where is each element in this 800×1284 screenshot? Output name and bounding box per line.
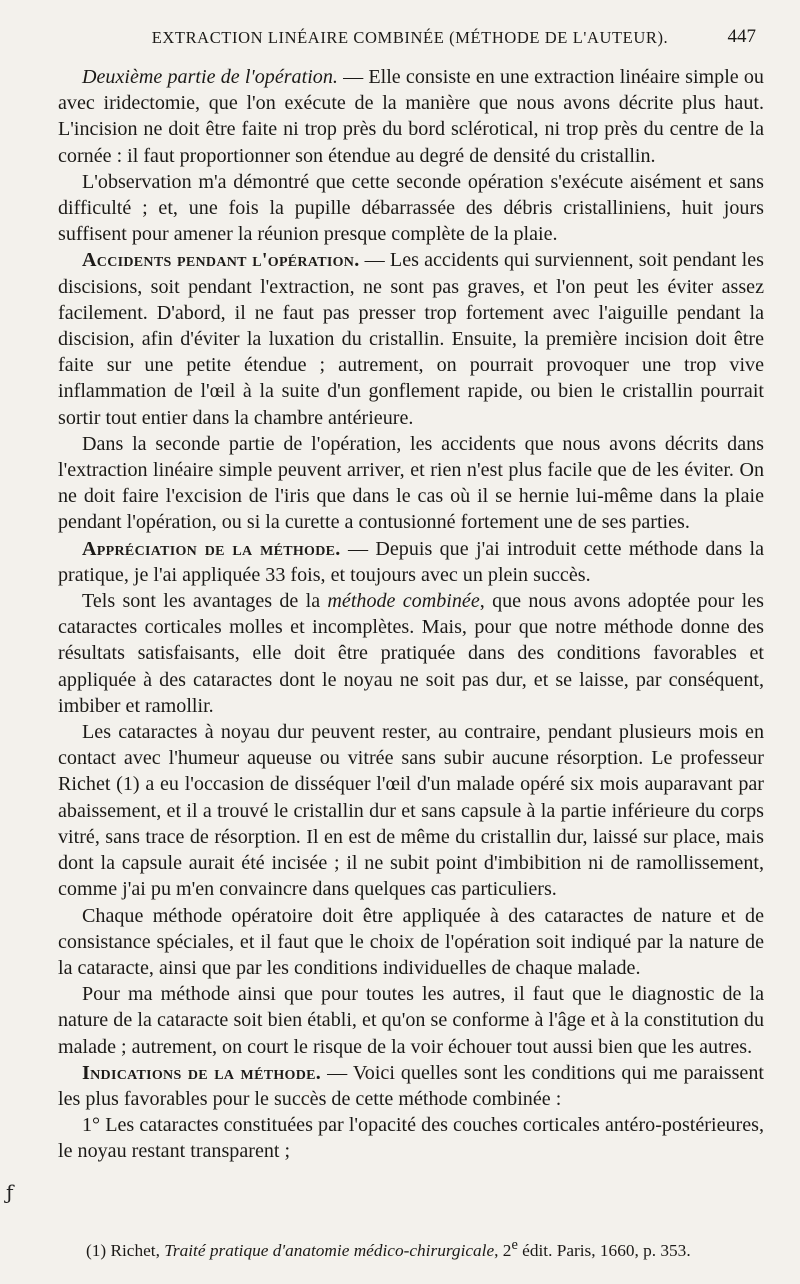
paragraph-text: — Voici quelles sont les conditions qui me paraissent les plus favorables pour le succès de cette méthode combinée :	[58, 1061, 764, 1110]
paragraph-italic: méthode combinée	[327, 590, 480, 613]
paragraph-appreciation	[58, 536, 764, 588]
paragraph-text: L'observation m'a démontré que cette seconde opération s'exécute aisément et sans difficulté ; et, une fois la pupille débarrassée des débris cristalliniens, huit jours suffisent pour amener la réunion presque complète de la plaie.	[58, 170, 764, 246]
paragraph-text: Pour ma méthode ainsi que pour toutes les autres, il faut que le diagnostic de la nature de la cataracte soit bien établi, et qu'on se conforme à l'âge et à la constitution du malade ; autrement, on court le risque de la voir échouer tout aussi bien que les autres.	[58, 983, 764, 1058]
paragraph-text: Tels sont les avantages de la	[82, 590, 328, 613]
page-header	[60, 28, 760, 52]
footnote-edition-suffix: e	[511, 1237, 518, 1253]
footnote	[86, 1234, 766, 1262]
paragraph-lead: Deuxième partie de l'opération.	[82, 66, 338, 88]
list-item	[58, 1112, 764, 1164]
paragraph-text: , que nous avons adoptée pour les cataractes corticales molles et incomplètes. Mais, pour que notre méthode donne des résultats satisfaisants, elle doit être pratiquée dans des conditions favorables et appliquée à des cataractes dont le noyau ne soit pas dur, et se laisse, par conséquent, imbiber et ramollir.	[58, 590, 764, 717]
paragraph-observation	[58, 169, 764, 248]
paragraph-avantages	[58, 588, 764, 719]
paragraph-text: Les cataractes à noyau dur peuvent rester, au contraire, pendant plusieurs mois en contact avec l'humeur aqueuse ou vitrée sans subir aucune résorption. Le professeur Richet (1) a eu l'occasion de disséquer l'œil d'un malade opéré six mois auparavant par abaissement, et il a trouvé le cristallin dur et sans capsule à la partie inférieure du corps vitré, sans trace de résorption. Il en est de même du cristallin dur, laissé sur place, mais dont la capsule aurait été incisée ; il ne subit point d'imbibition ni de ramollissement, comme j'ai pu m'en convaincre dans quelques cas particuliers.	[58, 721, 764, 901]
paragraph-text: — Les accidents qui surviennent, soit pendant les discisions, soit pendant l'extraction, ne sont pas graves, et l'on peut les éviter assez facilement. D'abord, il ne faut pas presser trop fortement avec l'aiguille pendant la discision, afin d'éviter la luxation du cristallin. Ensuite, la première incision doit être faite sur une petite étendue ; autrement, on pourrait provoquer une trop vive inflammation de l'œil à la suite d'un gonflement rapide, ou bien le cristallin pourrait sortir tout entier dans la chambre antérieure.	[58, 249, 764, 429]
paragraph-chaque-methode	[58, 903, 764, 982]
body-text	[58, 64, 764, 1165]
section-heading: Accidents pendant l'opération.	[82, 249, 360, 272]
margin-mark: ƒ	[6, 1180, 14, 1204]
paragraph-seconde-partie	[58, 431, 764, 536]
footnote-prefix: (1) Richet,	[86, 1240, 165, 1260]
footnote-edition: , 2	[494, 1240, 512, 1260]
paragraph-indications	[58, 1060, 764, 1112]
page-number: 447	[727, 26, 756, 47]
paragraph-deuxieme-partie	[58, 64, 764, 169]
footnote-title: Traité pratique d'anatomie médico-chirurgicale	[164, 1240, 495, 1260]
section-heading: Indications de la méthode.	[82, 1061, 322, 1084]
paragraph-text: 1° Les cataractes constituées par l'opacité des couches corticales antéro-postérieures, le noyau restant transparent ;	[58, 1114, 764, 1163]
paragraph-ma-methode	[58, 981, 764, 1060]
paragraph-noyau-dur	[58, 719, 764, 902]
paragraph-text: — Depuis que j'ai introduit cette méthode dans la pratique, je l'ai appliquée 33 fois, et toujours avec un plein succès.	[58, 537, 765, 586]
footnote-rest: édit. Paris, 1660, p. 353.	[517, 1240, 691, 1260]
paragraph-accidents	[58, 247, 764, 430]
running-head: EXTRACTION LINÉAIRE COMBINÉE (MÉTHODE DE L'AUTEUR).	[151, 28, 669, 47]
paragraph-text: Dans la seconde partie de l'opération, les accidents que nous avons décrits dans l'extraction linéaire simple peuvent arriver, et rien n'est plus facile que de les éviter. On ne doit faire l'excision de l'iris que dans le cas où il se hernie lui-même dans la plaie pendant l'opération, ou si la curette a contusionné fortement une de ses parties.	[58, 432, 764, 534]
paragraph-text: Chaque méthode opératoire doit être appliquée à des cataractes de nature et de consistance spéciales, et il faut que le choix de l'opération soit indiqué par la nature de la cataracte, ainsi que par les conditions individuelles de chaque malade.	[58, 904, 764, 979]
section-heading: Appréciation de la méthode.	[82, 537, 341, 560]
paragraph-text: — Elle consiste en une extraction linéaire simple ou avec iridectomie, que l'on exécute de la manière que nous avons décrite plus haut. L'incision ne doit être faite ni trop près du bord sclérotical, ni trop près du centre de la cornée : il faut proportionner son étendue au degré de densité du cristallin.	[58, 66, 764, 167]
